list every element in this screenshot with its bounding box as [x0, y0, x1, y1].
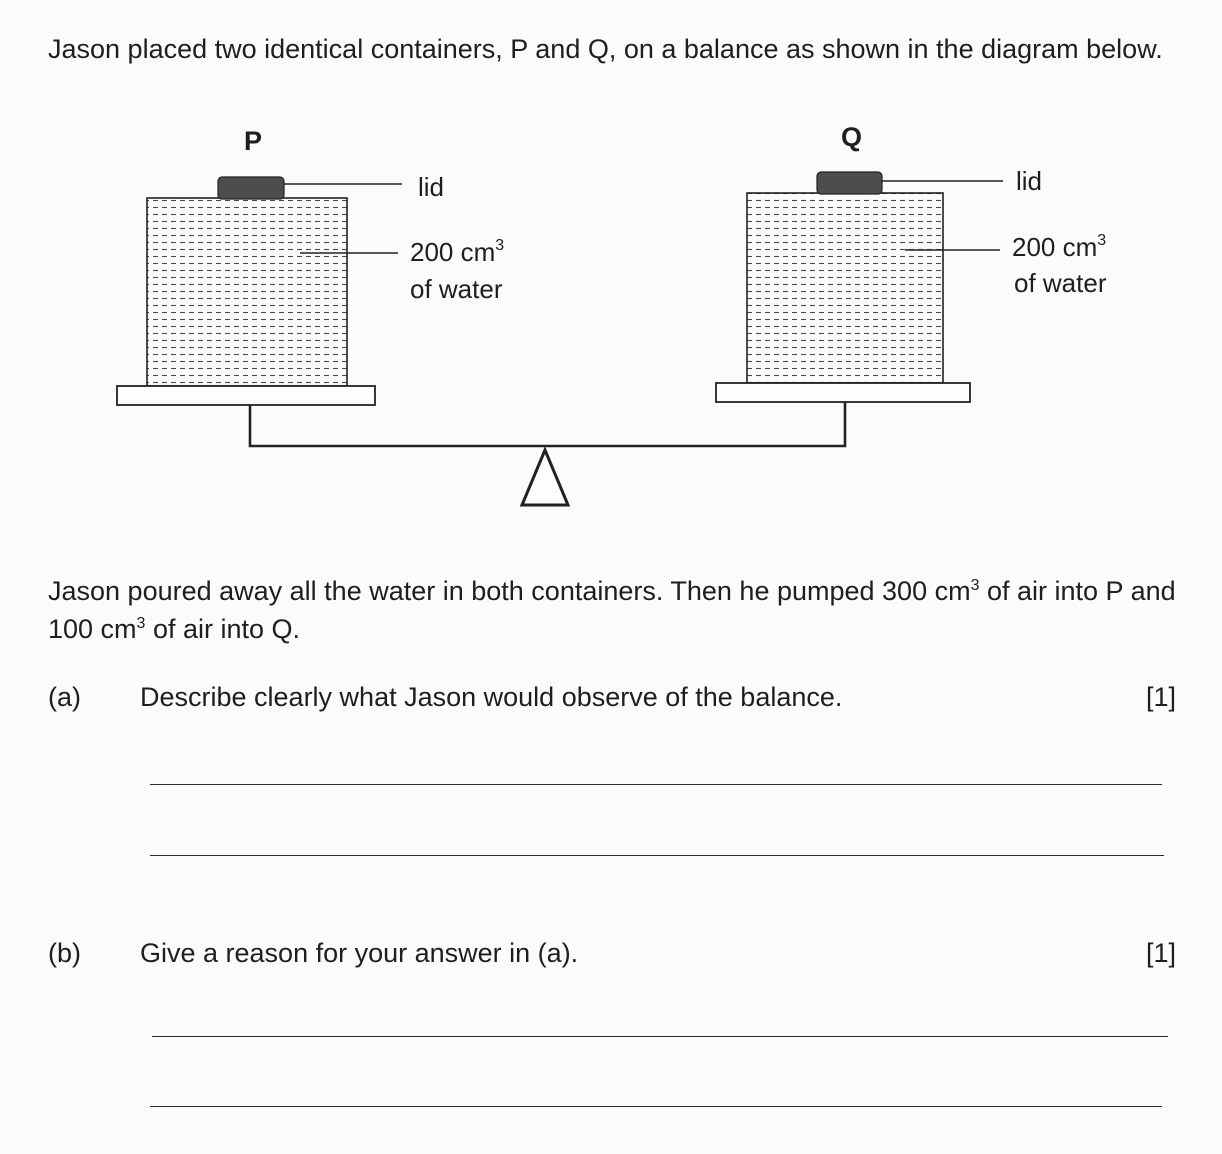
- lid-label-p: lid: [418, 172, 445, 202]
- container-q-lid: [817, 172, 882, 194]
- water-text-label-q: of water: [1014, 268, 1107, 298]
- water-text-label-p: of water: [410, 274, 503, 304]
- balance-diagram: [0, 120, 1222, 540]
- container-p-water: [147, 198, 347, 386]
- container-q-label: Q: [841, 122, 863, 152]
- experiment-text: Jason poured away all the water in both containers. Then he pumped 300 $cm^3$ of air into P and 100 $cm^3$ of air into Q.: [48, 576, 1176, 644]
- question-a: [48, 678, 1176, 718]
- answer-line-b-1[interactable]: [152, 1036, 1168, 1037]
- container-p: [147, 177, 347, 386]
- intro-text: Jason placed two identical containers, P and Q, on a balance as shown in the diagram below.: [48, 34, 1163, 64]
- question-b-text: Give a reason for your answer in (a).: [140, 938, 579, 968]
- fulcrum: [522, 450, 568, 505]
- container-q-water: [747, 193, 943, 383]
- container-p-label: P: [244, 126, 263, 156]
- pan-left: [117, 386, 375, 405]
- water-volume-label-q: 200 $cm^3$: [1012, 232, 1107, 262]
- question-a-letter: (a): [48, 682, 81, 712]
- question-b-letter: (b): [48, 938, 81, 968]
- container-q: [747, 172, 943, 383]
- lid-label-q: lid: [1016, 166, 1043, 196]
- balance-beam: [250, 402, 845, 446]
- answer-line-b-2[interactable]: [150, 1106, 1162, 1107]
- answer-line-a-1[interactable]: [150, 784, 1162, 785]
- question-b-marks: [1]: [1145, 938, 1176, 968]
- question-a-marks: [1]: [1145, 682, 1176, 712]
- answer-line-a-2[interactable]: [150, 855, 1164, 856]
- container-p-lid: [218, 177, 284, 199]
- water-volume-label-p: 200 $cm^3$: [410, 237, 505, 267]
- question-a-text: Describe clearly what Jason would observe of the balance.: [140, 682, 843, 712]
- pan-right: [716, 383, 970, 402]
- question-b: [48, 934, 1176, 974]
